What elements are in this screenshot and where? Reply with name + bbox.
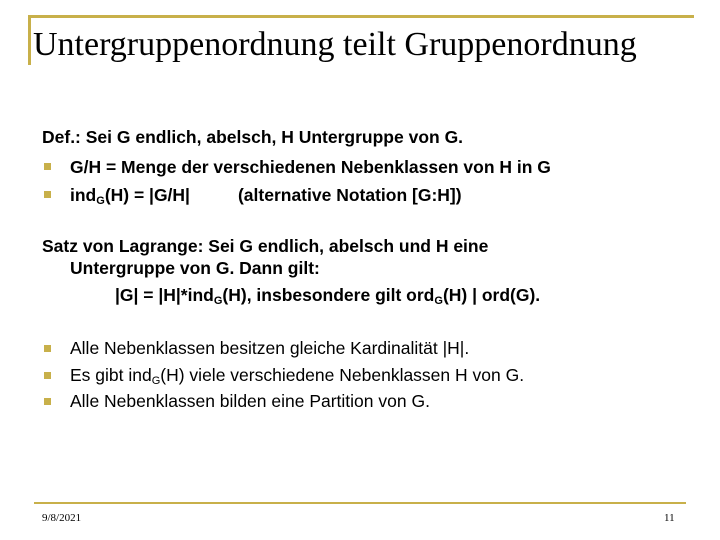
index-subscript: G [96,195,105,207]
formula-subscript-1: G [213,295,223,307]
definition-header: Def.: Sei G endlich, abelsch, H Untergruppe von G. [42,127,464,147]
slide-title: Untergruppenordnung teilt Gruppenordnung [33,26,637,63]
note-item-partition: Alle Nebenklassen bilden eine Partition von G. [70,391,430,411]
index-symbol: ind [70,185,97,205]
footer-date: 9/8/2021 [42,512,82,524]
index-formula: (H) = |G/H| [104,185,190,205]
definition-item-quotient: G/H = Menge der verschiedenen Nebenklassen von H in G [70,157,551,177]
alternative-notation: (alternative Notation [G:H]) [237,185,462,205]
lagrange-line-1: Satz von Lagrange: Sei G endlich, abelsch und H eine [42,236,489,256]
footer-page-number: 11 [664,512,675,524]
title-frame-top-line [30,15,694,18]
bullet-square-icon [44,191,51,198]
definition-item-index [70,185,462,207]
bullet-square-icon [44,372,51,379]
bullet-square-icon [44,398,51,405]
note-count-subscript: G [151,375,161,387]
note-item-count [70,365,524,387]
formula-part-c: (H) | ord(G). [442,285,541,305]
formula-subscript-2: G [434,295,443,307]
formula-part-a: |G| = |H|*ind [115,285,214,305]
footer-divider [34,502,686,504]
title-frame-left-line [28,15,31,65]
lagrange-line-2: Untergruppe von G. Dann gilt: [70,258,320,278]
bullet-square-icon [44,163,51,170]
note-count-part-b: (H) viele verschiedene Nebenklassen H von G. [160,365,525,385]
bullet-square-icon [44,345,51,352]
note-item-cardinality: Alle Nebenklassen besitzen gleiche Kardinalität |H|. [70,338,470,358]
formula-part-b: (H), insbesondere gilt ord [222,285,435,305]
note-count-part-a: Es gibt ind [70,365,152,385]
lagrange-formula [115,285,540,307]
